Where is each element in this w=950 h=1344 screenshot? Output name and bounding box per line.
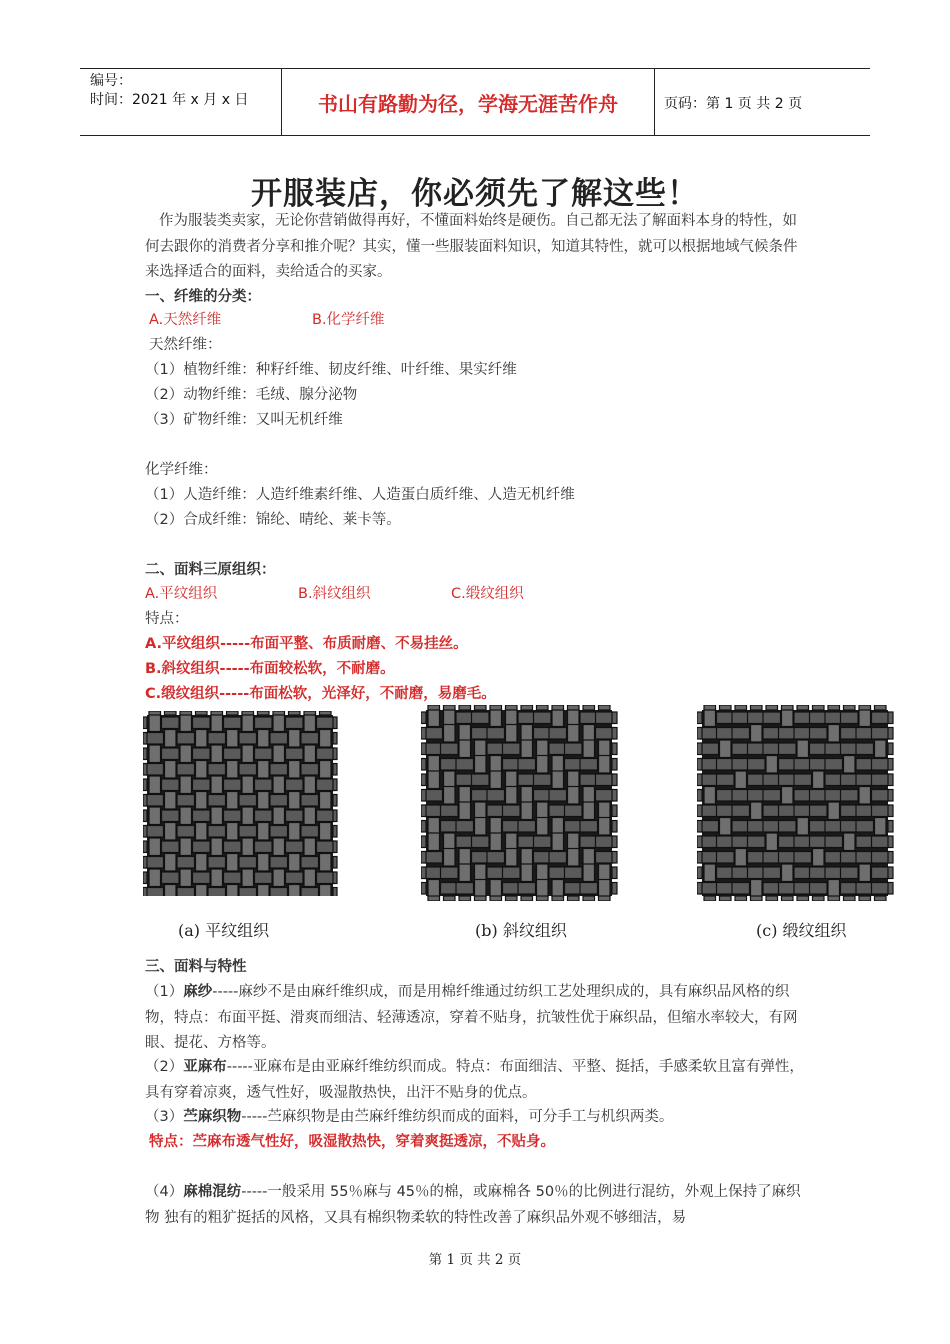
item1-name: 麻纱 xyxy=(183,984,213,1000)
item1-number: （1） xyxy=(145,984,184,1000)
chemical-item-1: （1）人造纤维：人造纤维素纤维、人造蛋白质纤维、人造无机纤维 xyxy=(145,487,575,503)
chemical-item-2: （2）合成纤维：锦纶、晴纶、莱卡等。 xyxy=(145,512,401,528)
section3-heading: 三、面料与特性 xyxy=(145,959,247,975)
natural-item-1: （1）植物纤维：种籽纤维、韧皮纤维、叶纤维、果实纤维 xyxy=(145,362,517,378)
item3-number: （3） xyxy=(145,1109,184,1125)
item-linen-cotton-blend xyxy=(145,1180,810,1231)
intro-paragraph: 作为服装类卖家，无论你营销做得再好，不懂面料始终是硬伤。自己都无法了解面料本身的特性，如何去跟你的消费者分享和推介呢？其实，懂一些服装面料知识，知道其特性，就可以根据地域气候条件来选择适合的面料，卖给适合的买家。 xyxy=(145,213,798,280)
section2-option-a: A.平纹组织 xyxy=(145,586,218,602)
item4-number: （4） xyxy=(145,1184,184,1200)
section2-option-c: C.缎纹组织 xyxy=(451,586,524,602)
item3-text: -----苎麻织物是由苎麻纤维纺织而成的面料，可分手工与机织两类。 xyxy=(241,1109,674,1125)
item2-name: 亚麻布 xyxy=(183,1059,227,1075)
feature-plain: A.平纹组织-----布面平整、布质耐磨、不易挂丝。 xyxy=(145,636,468,652)
item2-number: （2） xyxy=(145,1059,184,1075)
page-title: 开服装店，你必须先了解这些！ xyxy=(251,176,699,212)
item-ramie-fabric xyxy=(145,1105,810,1131)
caption-satin: (c) 缎纹组织 xyxy=(756,921,847,940)
header-divider-right xyxy=(654,68,655,136)
feature-satin: C.缎纹组织-----布面松软，光泽好，不耐磨，易磨毛。 xyxy=(145,686,496,702)
time-label: 时间：2021 年 x 月 x 日 xyxy=(90,92,249,108)
item3-feature: 特点：苎麻布透气性好，吸湿散热快，穿着爽挺透凉，不贴身。 xyxy=(149,1134,555,1150)
item-ramie-gauze xyxy=(145,980,810,1057)
satin-weave-diagram xyxy=(697,705,912,901)
item3-name: 苎麻织物 xyxy=(183,1109,242,1125)
header-top-border xyxy=(80,68,870,69)
natural-fiber-label: 天然纤维： xyxy=(149,337,222,353)
item-linen xyxy=(145,1055,810,1106)
item2-text: -----亚麻布是由亚麻纤维纺织而成。特点：布面细洁、平整、挺括，手感柔软且富有弹性，具有穿着凉爽，透气性好，吸湿散热快，出汗不贴身的优点。 xyxy=(145,1059,804,1101)
features-label: 特点： xyxy=(145,611,189,627)
section2-heading: 二、面料三原组织： xyxy=(145,562,276,578)
item4-name: 麻棉混纺 xyxy=(183,1184,242,1200)
natural-item-3: （3）矿物纤维：又叫无机纤维 xyxy=(145,412,343,428)
number-label: 编号： xyxy=(90,73,132,89)
item4-text: -----一般采用 55％麻与 45％的棉，或麻棉各 50％的比例进行混纺，外观上保持了麻织物 独有的粗犷挺括的风格，又具有棉织物柔软的特性改善了麻织品外观不够细洁，易 xyxy=(145,1184,801,1226)
chemical-fiber-label: 化学纤维： xyxy=(145,462,218,478)
twill-weave-diagram xyxy=(421,705,636,901)
plain-weave-diagram xyxy=(143,711,360,896)
page-footer: 第 1 页 共 2 页 xyxy=(428,1252,522,1268)
item1-text: -----麻纱不是由麻纤维织成，而是用棉纤维通过纺织工艺处理织成的，具有麻织品风格的织物，特点：布面平挺、滑爽而细洁、轻薄透凉，穿着不贴身，抗皱性优于麻织品，但缩水率较大，有网眼、提花、方格等。 xyxy=(145,984,798,1051)
header-page-label: 页码：第 1 页 共 2 页 xyxy=(664,96,803,112)
header-left-cell xyxy=(90,72,248,110)
section1-heading: 一、纤维的分类： xyxy=(145,289,261,305)
section1-option-a: A.天然纤维 xyxy=(149,312,222,328)
natural-item-2: （2）动物纤维：毛绒、腺分泌物 xyxy=(145,387,358,403)
caption-plain: (a) 平纹组织 xyxy=(178,921,270,940)
header-motto: 书山有路勤为径，学海无涯苦作舟 xyxy=(318,92,618,116)
caption-twill: (b) 斜纹组织 xyxy=(475,921,567,940)
header-bottom-border xyxy=(80,135,870,136)
section2-option-b: B.斜纹组织 xyxy=(298,586,371,602)
feature-twill: B.斜纹组织-----布面较松软，不耐磨。 xyxy=(145,661,395,677)
section1-option-b: B.化学纤维 xyxy=(312,312,385,328)
